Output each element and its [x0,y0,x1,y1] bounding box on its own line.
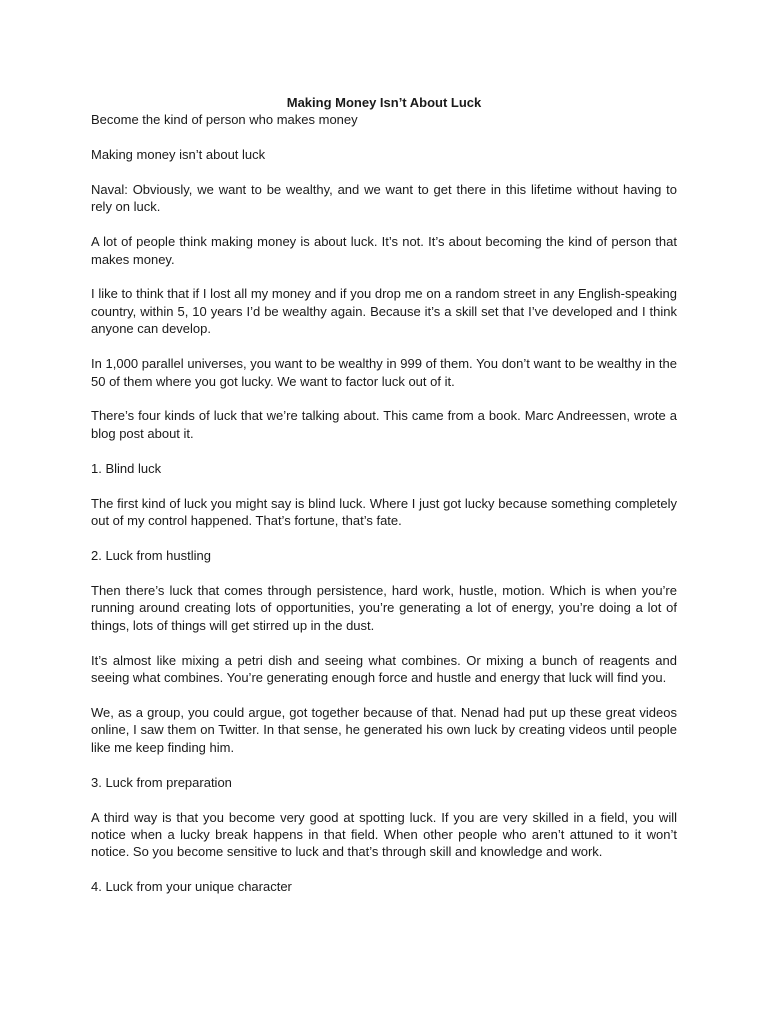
body-paragraph: There’s four kinds of luck that we’re talking about. This came from a book. Marc Andreessen, wrote a blog post about it. [91,408,677,441]
section-heading-luck-from-preparation: 3. Luck from preparation [91,774,232,790]
section-heading-luck-from-hustling: 2. Luck from hustling [91,548,211,563]
subtitle-paragraph: Become the kind of person who makes money [91,112,358,127]
body-paragraph: I like to think that if I lost all my money and if you drop me on a random street in any English-speaking country, within 5, 10 years I’d be wealthy again. Because it’s a skill set that I’ve developed and I think anyone can develop. [91,286,677,337]
body-paragraph: Naval: Obviously, we want to be wealthy, and we want to get there in this lifetime without having to rely on luck. [91,181,677,215]
body-paragraph: In 1,000 parallel universes, you want to be wealthy in 999 of them. You don’t want to be wealthy in the 50 of them where you got lucky. We want to factor luck out of it. [91,356,677,389]
heading-paragraph: Making money isn’t about luck [91,146,266,162]
body-paragraph: We, as a group, you could argue, got together because of that. Nenad had put up these great videos online, I saw them on Twitter. In that sense, he generated his own luck by creating videos until people like me keep finding him. [91,704,677,755]
document-title: Making Money Isn’t About Luck [286,95,482,110]
body-paragraph: A lot of people think making money is about luck. It’s not. It’s about becoming the kind of person that makes money. [91,234,677,267]
body-paragraph: The first kind of luck you might say is blind luck. Where I just got lucky because something completely out of my control happened. That’s fortune, that’s fate. [91,495,677,529]
section-heading-luck-from-unique-character: 4. Luck from your unique character [91,879,292,895]
body-paragraph: It’s almost like mixing a petri dish and seeing what combines. Or mixing a bunch of reagents and seeing what combines. You’re generating enough force and hustle and energy that luck will find you. [91,652,677,686]
body-paragraph: Then there’s luck that comes through persistence, hard work, hustle, motion. Which is when you’re running around creating lots of opportunities, you’re generating a lot of energy, you’re doing a lot of things, lots of things will get stirred up in the dust. [91,582,677,633]
body-paragraph: A third way is that you become very good at spotting luck. If you are very skilled in a field, you will notice when a lucky break happens in that field. When other people who aren’t attuned to it won’t notice. So you become sensitive to luck and that’s through skill and knowledge and work. [91,809,677,860]
section-heading-blind-luck: 1. Blind luck [91,460,162,476]
document-body [91,94,677,913]
